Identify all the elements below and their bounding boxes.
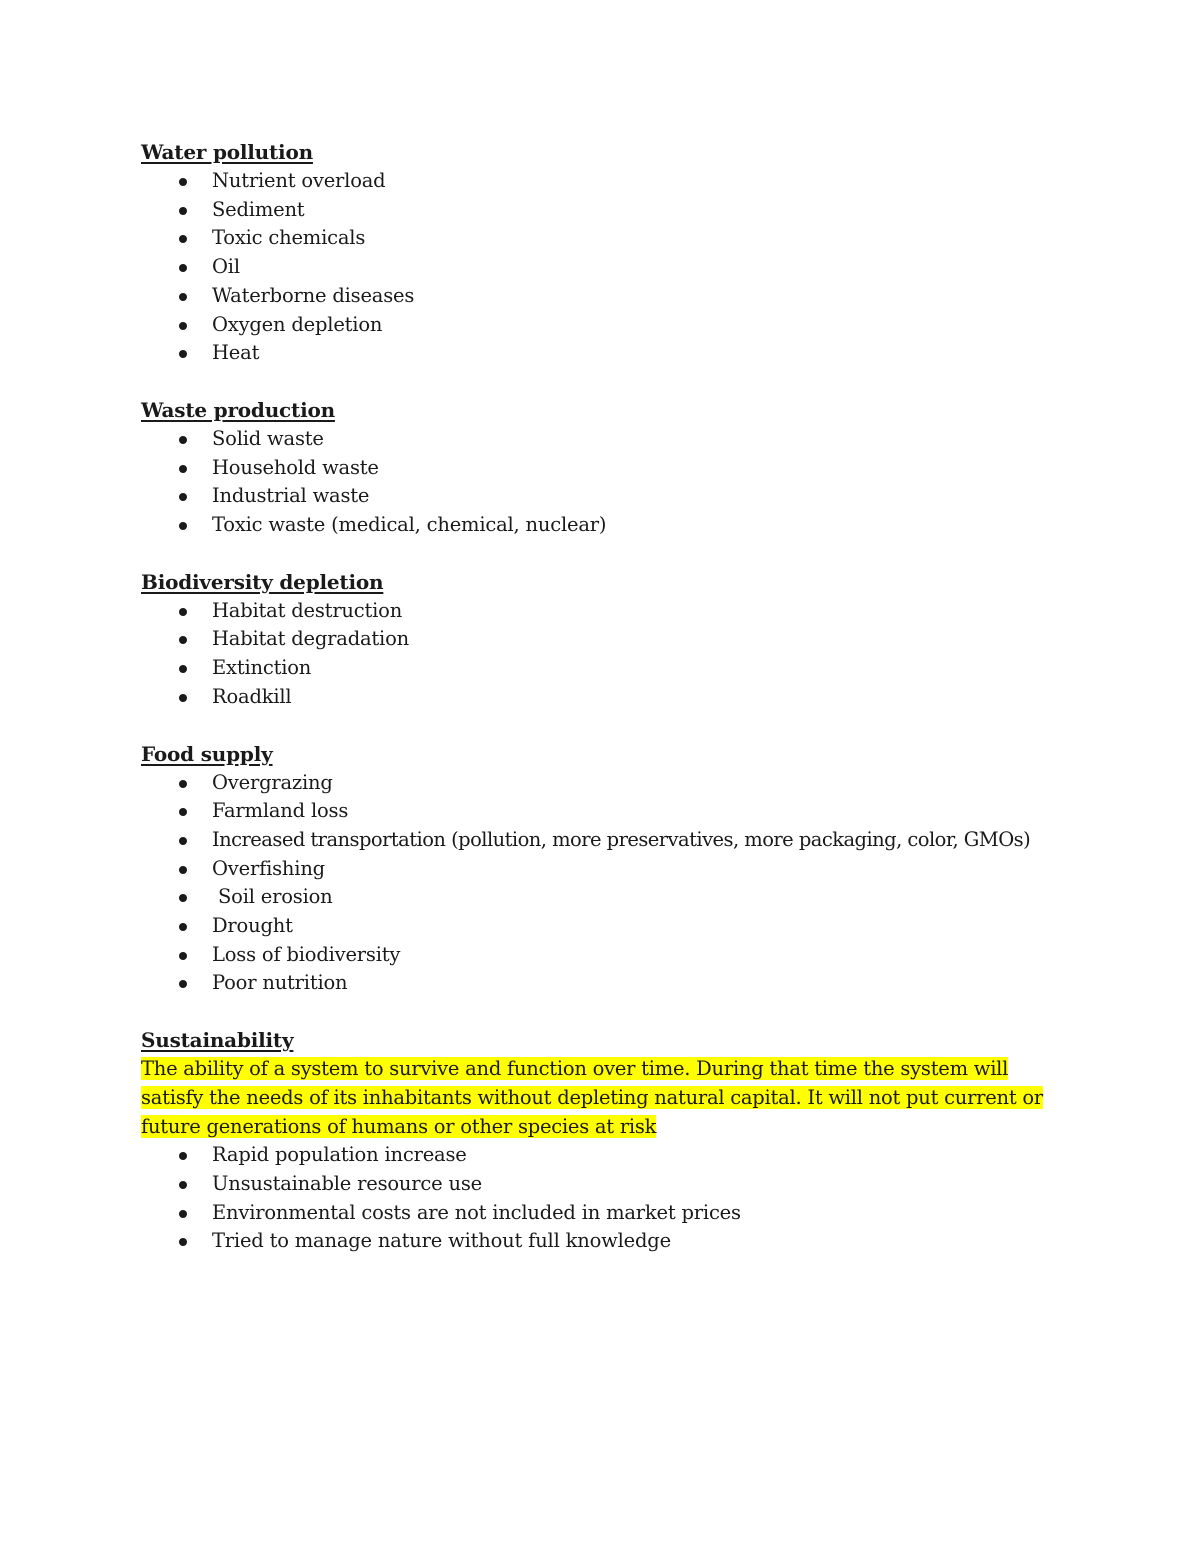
- list-item: Overgrazing: [141, 769, 1071, 798]
- list-item: Increased transportation (pollution, more preservatives, more packaging, color, GMOs): [141, 826, 1071, 855]
- bullet-icon: [179, 808, 187, 816]
- bullet-icon: [179, 952, 187, 960]
- section-waste-production: [141, 396, 1071, 540]
- list-item: Solid waste: [141, 425, 1071, 454]
- bullet-icon: [179, 350, 187, 358]
- list-item: Habitat degradation: [141, 625, 1071, 654]
- bullet-icon: [179, 665, 187, 673]
- document-page: [141, 138, 1071, 1256]
- list-item: Loss of biodiversity: [141, 941, 1071, 970]
- bullet-icon: [179, 178, 187, 186]
- list-item: Household waste: [141, 454, 1071, 483]
- list-item: Waterborne diseases: [141, 282, 1071, 311]
- bullet-icon: [179, 923, 187, 931]
- bullet-list: [141, 167, 1071, 368]
- bullet-icon: [179, 293, 187, 301]
- bullet-icon: [179, 1181, 187, 1189]
- bullet-icon: [179, 636, 187, 644]
- bullet-icon: [179, 493, 187, 501]
- list-item: Toxic chemicals: [141, 224, 1071, 253]
- section-heading: Water pollution: [141, 140, 313, 164]
- bullet-icon: [179, 1238, 187, 1246]
- list-item: Farmland loss: [141, 797, 1071, 826]
- bullet-icon: [179, 694, 187, 702]
- bullet-icon: [179, 322, 187, 330]
- bullet-icon: [179, 207, 187, 215]
- list-item: Poor nutrition: [141, 969, 1071, 998]
- bullet-icon: [179, 608, 187, 616]
- bullet-icon: [179, 1210, 187, 1218]
- bullet-icon: [179, 264, 187, 272]
- list-item: Toxic waste (medical, chemical, nuclear): [141, 511, 1071, 540]
- list-item: Extinction: [141, 654, 1071, 683]
- bullet-icon: [179, 837, 187, 845]
- list-item: Rapid population increase: [141, 1141, 1071, 1170]
- list-item: Heat: [141, 339, 1071, 368]
- list-item: Oxygen depletion: [141, 311, 1071, 340]
- list-item: Nutrient overload: [141, 167, 1071, 196]
- bullet-list: [141, 1141, 1071, 1256]
- definition-text: The ability of a system to survive and function over time. During that time the system will satisfy the needs of its inhabitants without depleting natural capital. It will not put current or future generations of humans or other species at risk: [141, 1057, 1043, 1138]
- list-item: Industrial waste: [141, 482, 1071, 511]
- list-item: Soil erosion: [141, 883, 1071, 912]
- list-item: Unsustainable resource use: [141, 1170, 1071, 1199]
- list-item: Oil: [141, 253, 1071, 282]
- highlighted-definition: [141, 1055, 1061, 1141]
- bullet-list: [141, 597, 1071, 712]
- list-item: Roadkill: [141, 683, 1071, 712]
- section-biodiversity-depletion: [141, 568, 1071, 712]
- section-heading: Food supply: [141, 741, 273, 766]
- bullet-icon: [179, 465, 187, 473]
- list-item: Drought: [141, 912, 1071, 941]
- bullet-list: [141, 769, 1071, 999]
- list-item: Tried to manage nature without full knowledge: [141, 1227, 1071, 1256]
- section-heading: Waste production: [141, 397, 335, 422]
- bullet-icon: [179, 980, 187, 988]
- bullet-icon: [179, 780, 187, 788]
- list-item: Environmental costs are not included in market prices: [141, 1199, 1071, 1228]
- bullet-icon: [179, 894, 187, 902]
- bullet-list: [141, 425, 1071, 540]
- list-item: Habitat destruction: [141, 597, 1071, 626]
- bullet-icon: [179, 866, 187, 874]
- bullet-icon: [179, 436, 187, 444]
- list-item: Sediment: [141, 196, 1071, 225]
- list-item: Overfishing: [141, 855, 1071, 884]
- bullet-icon: [179, 235, 187, 243]
- bullet-icon: [179, 522, 187, 530]
- section-heading: Biodiversity depletion: [141, 569, 384, 594]
- section-heading: Sustainability: [141, 1028, 294, 1053]
- section-water-pollution: [141, 138, 1071, 368]
- section-sustainability: [141, 1026, 1071, 1256]
- bullet-icon: [179, 1152, 187, 1160]
- section-food-supply: [141, 740, 1071, 999]
